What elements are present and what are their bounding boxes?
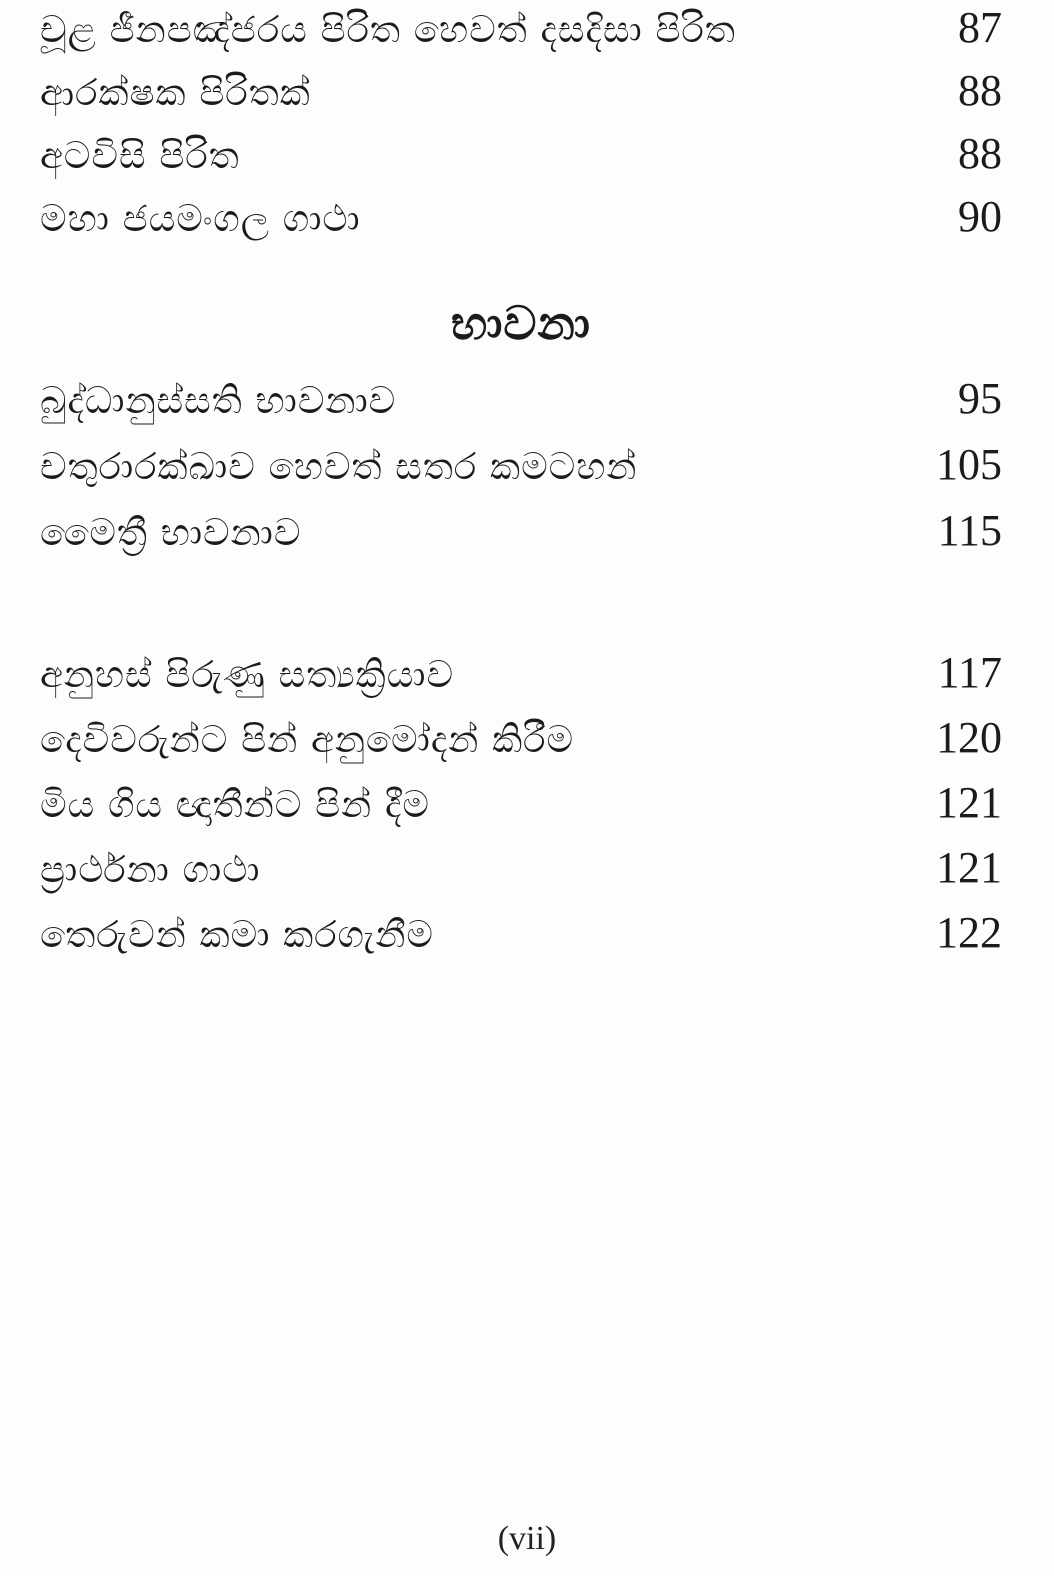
- toc-entry-title: මහා ජයමංගල ගාථා: [40, 197, 361, 240]
- toc-entry-title: ආරක්ෂක පිරිතක්: [40, 71, 311, 114]
- toc-entry-page-number: 95: [958, 373, 1002, 423]
- toc-entry: [40, 192, 1002, 258]
- toc-entry-title: මිය ගිය ඥාතීන්ට පින් දීම: [40, 782, 431, 826]
- toc-group-bhavana: [40, 373, 1002, 575]
- toc-entry-page-number: 90: [958, 192, 1002, 241]
- toc-entry: [40, 907, 1002, 976]
- toc-entry-page-number: 87: [958, 3, 1002, 52]
- toc-entry-title: අනුහස් පිරුණු සත්‍යක්‍රියාව: [40, 652, 455, 696]
- toc-entry-title: දෙවිවරුන්ට පින් අනුමෝදන් කිරීම: [40, 717, 575, 761]
- toc-entry: [40, 712, 1002, 781]
- toc-entry-page-number: 88: [958, 129, 1002, 178]
- toc-group-pirith: [40, 3, 1002, 258]
- toc-entry-title: මෛත්‍රී භාවනාව: [40, 510, 302, 554]
- toc-entry: [40, 129, 1002, 195]
- toc-entry-page-number: 121: [936, 777, 1002, 827]
- toc-entry-title: ප්‍රාර්ථනා ගාථා: [40, 847, 261, 891]
- section-heading: භාවනා: [451, 296, 591, 350]
- group-separator: [40, 575, 1002, 651]
- toc-entry-title: අටවිසි පිරිත: [40, 134, 240, 177]
- toc-entry: [40, 3, 1002, 69]
- toc-entry-page-number: 122: [936, 907, 1002, 957]
- toc-entry-page-number: 115: [937, 505, 1002, 555]
- toc-entry: [40, 66, 1002, 132]
- toc-entry-page-number: 105: [936, 439, 1002, 489]
- toc-entry: [40, 373, 1002, 443]
- toc-entry-page-number: 121: [936, 842, 1002, 892]
- page-number-footer: (vii): [497, 1520, 557, 1557]
- toc-entry-title: චූළ ජීනපඤ්ජරය පිරිත හෙවත් දසදිසා පිරිත: [40, 8, 736, 51]
- toc-entry: [40, 777, 1002, 846]
- toc-entry: [40, 439, 1002, 509]
- toc-group-merit: [40, 647, 1002, 976]
- toc-entry-title: තෙරුවන් කමා කරගැනීම: [40, 912, 434, 956]
- toc-entry-title: චතුරාරක්ඛාව හෙවත් සතර කමටහන්: [40, 444, 638, 488]
- toc-entry-page-number: 88: [958, 66, 1002, 115]
- toc-entry: [40, 647, 1002, 716]
- toc-entry: [40, 842, 1002, 911]
- toc-entry-title: බුද්ධානුස්සති භාවනාව: [40, 378, 397, 422]
- toc-entry: [40, 505, 1002, 575]
- toc-entry-page-number: 120: [936, 712, 1002, 762]
- toc-entry-page-number: 117: [937, 647, 1002, 697]
